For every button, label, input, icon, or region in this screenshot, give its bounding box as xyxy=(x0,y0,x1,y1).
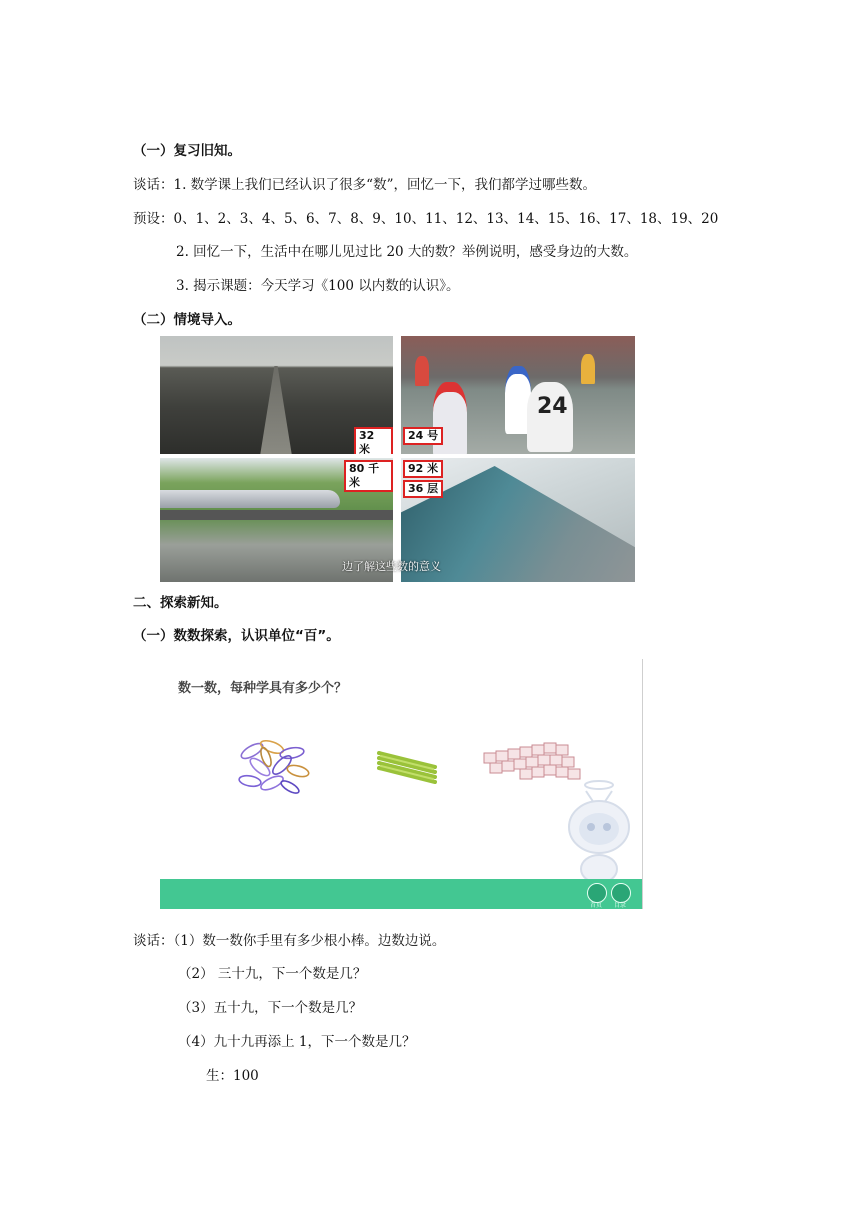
paragraph-preset: 预设：0、1、2、3、4、5、6、7、8、9、10、11、12、13、14、15、16、17、18、19、20 xyxy=(133,211,719,227)
counting-slide xyxy=(160,659,643,909)
paragraph-question-1: 谈话：（1）数一数你手里有多少根小棒。边数边说。 xyxy=(133,933,446,949)
road-photo xyxy=(160,336,393,454)
home-button-label: 首页 xyxy=(590,902,603,909)
tag-road-length: 32 米 xyxy=(354,427,393,454)
paragraph-talk-1: 谈话：1. 数学课上我们已经认识了很多“数”，回忆一下，我们都学过哪些数。 xyxy=(133,177,596,193)
jersey-number: 24 xyxy=(537,394,568,419)
slide-prompt: 数一数，每种学具有多少个？ xyxy=(178,681,348,696)
basketball-photo xyxy=(401,336,635,454)
video-caption: 边了解这些数的意义 xyxy=(342,560,441,573)
tag-building-height: 92 米 xyxy=(403,460,443,478)
heading-explore: 二、探索新知。 xyxy=(133,595,228,611)
paragraph-talk-3: 3. 揭示课题：今天学习《100 以内数的认识》。 xyxy=(176,278,460,294)
tag-train-speed: 80 千米 xyxy=(344,460,393,492)
menu-button-label: 目录 xyxy=(614,902,627,909)
robot-mascot-image xyxy=(558,777,640,881)
heading-scenario: （二）情境导入。 xyxy=(133,312,241,328)
paper-clips-image xyxy=(232,731,314,799)
heading-counting: （一）数数探索，认识单位“百”。 xyxy=(133,628,340,644)
counting-sticks-image xyxy=(375,747,439,787)
paragraph-question-2: （2） 三十九，下一个数是几？ xyxy=(178,966,367,982)
heading-review: （一）复习旧知。 xyxy=(133,143,241,159)
scenario-photo-collage xyxy=(160,336,635,582)
slide-bottom-bar xyxy=(160,879,642,909)
paragraph-talk-2: 2. 回忆一下，生活中在哪儿见过比 20 大的数？举例说明，感受身边的大数。 xyxy=(176,244,638,260)
tag-building-floors: 36 层 xyxy=(403,480,443,498)
paragraph-student-answer: 生：100 xyxy=(206,1068,259,1084)
paragraph-question-4: （4）九十九再添上 1，下一个数是几？ xyxy=(178,1034,416,1050)
paragraph-question-3: （3）五十九，下一个数是几？ xyxy=(178,1000,363,1016)
tag-jersey: 24 号 xyxy=(403,427,443,445)
